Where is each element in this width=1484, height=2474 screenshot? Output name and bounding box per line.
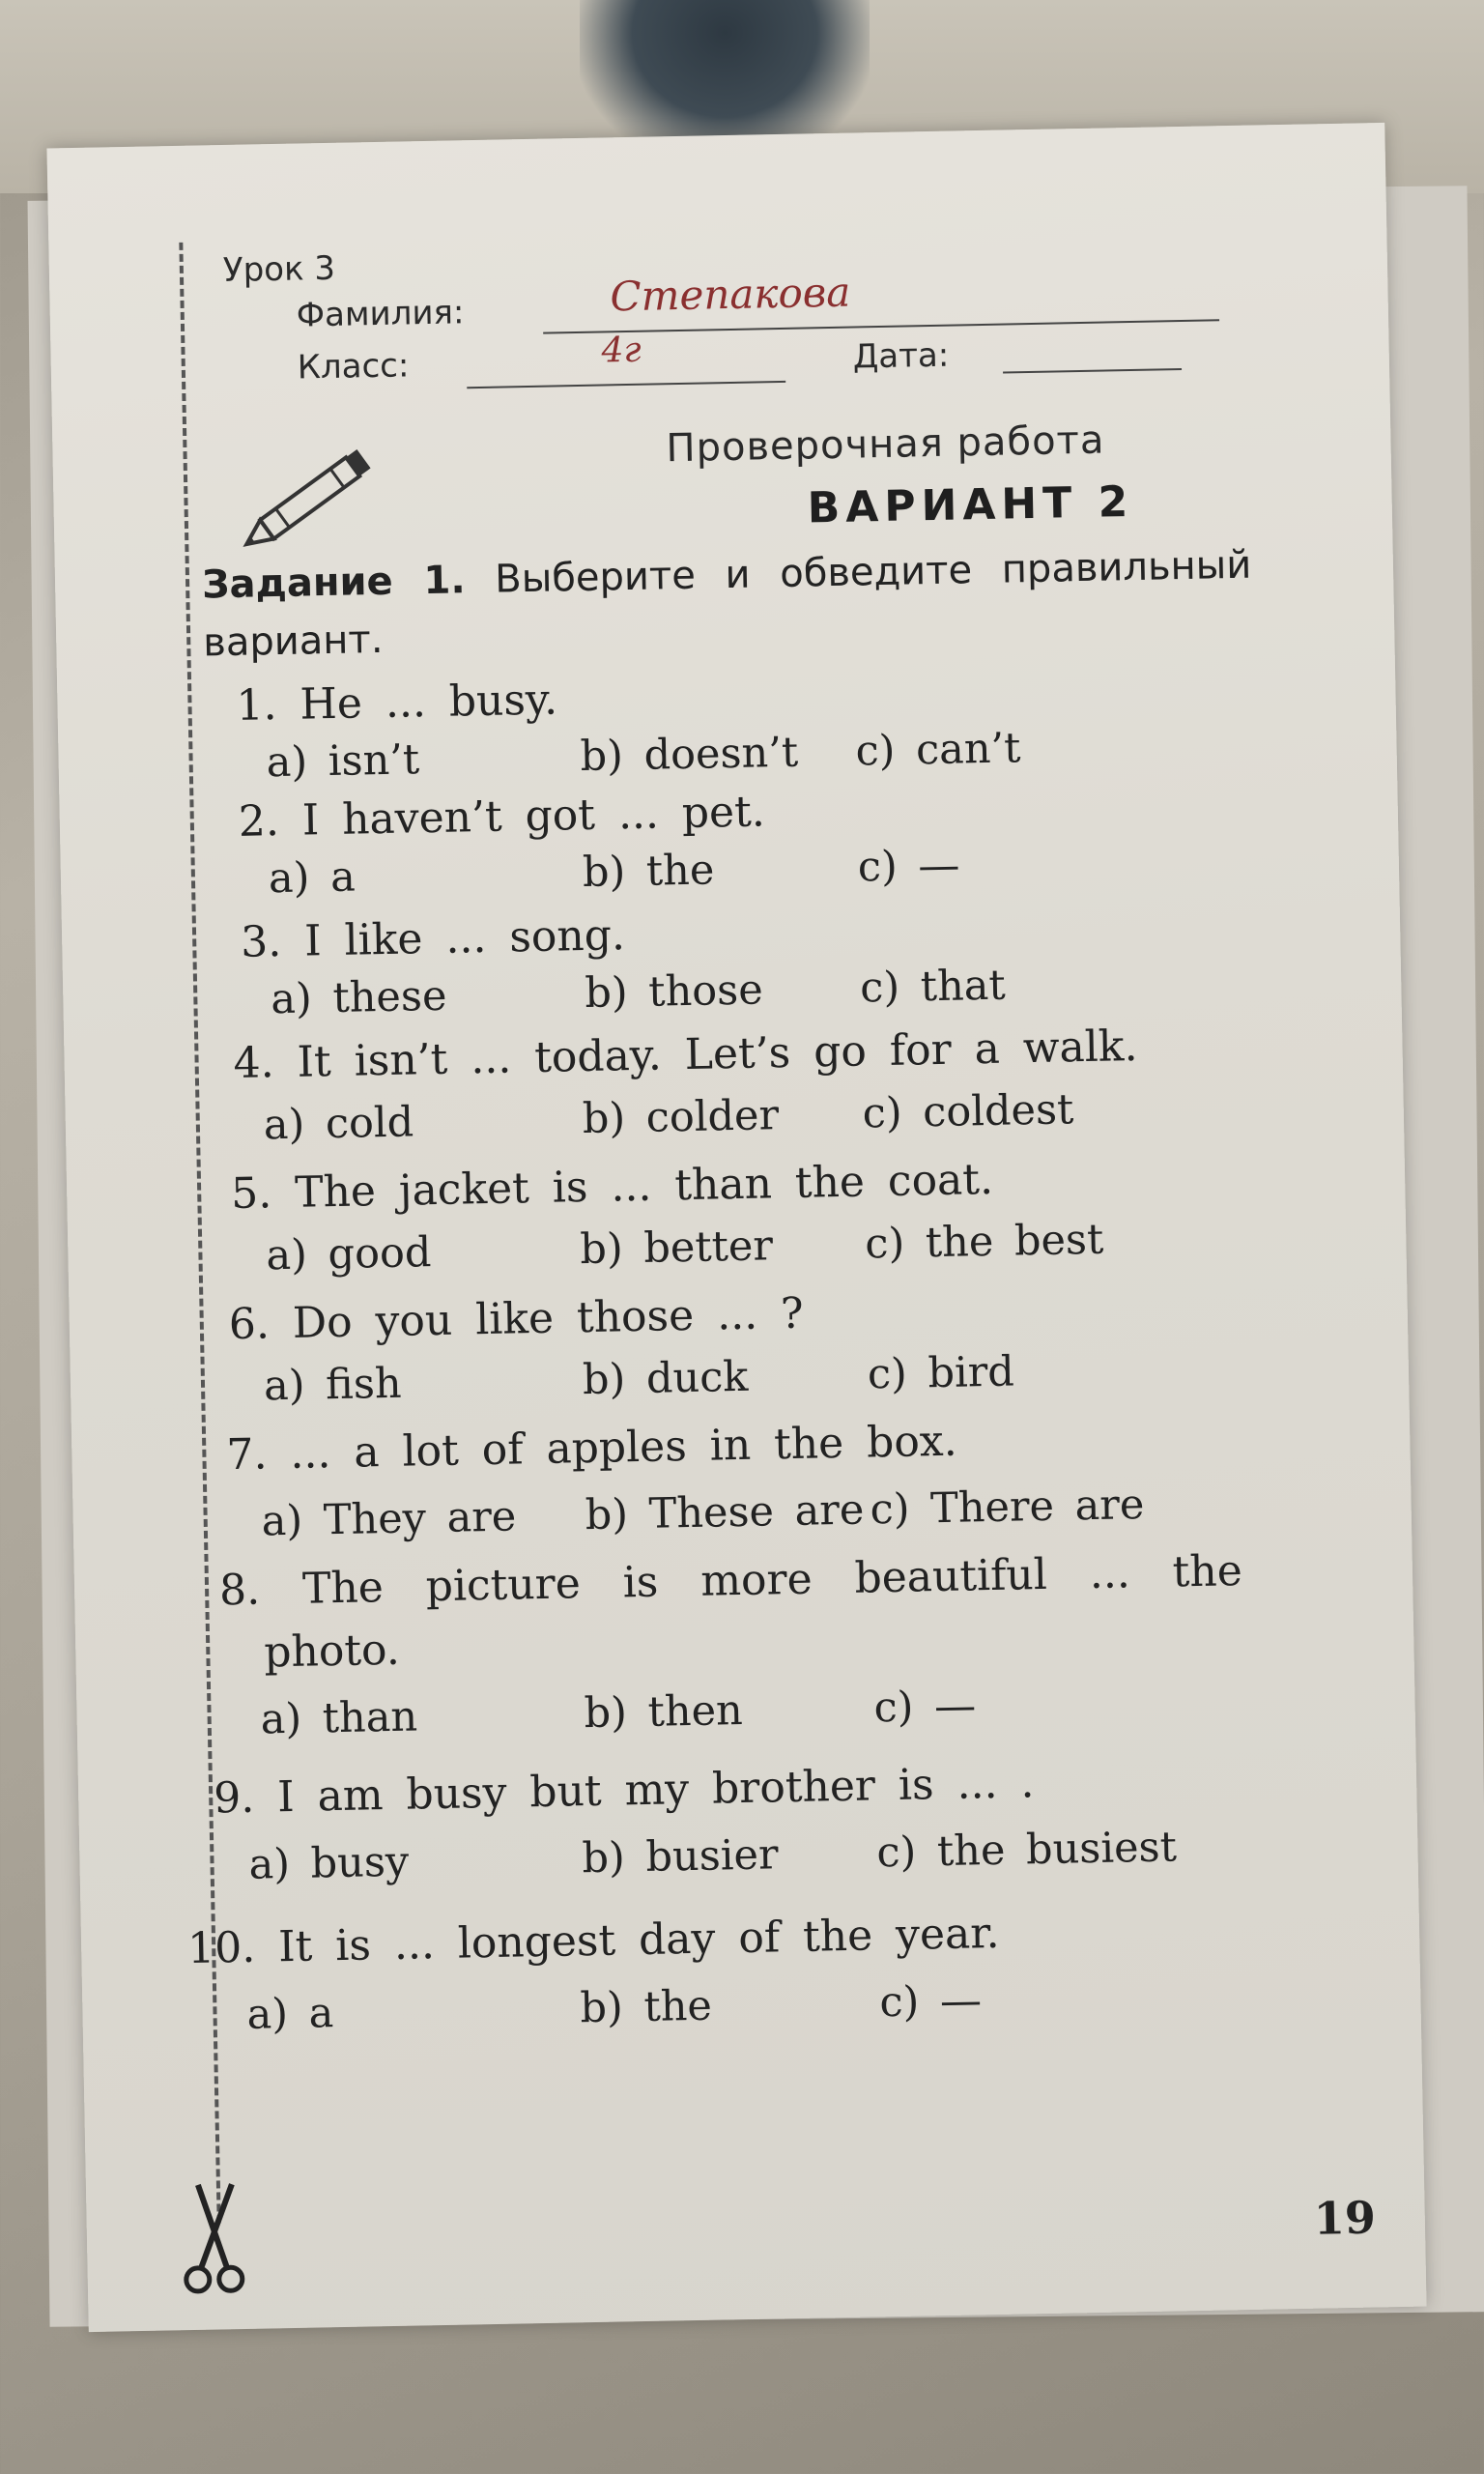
question-9: 9. I am busy but my brother is ... . (213, 1758, 1035, 1824)
question-8: 8. The picture is more beautiful ... the (218, 1546, 1243, 1616)
option-7b[interactable]: b) These are (585, 1485, 865, 1540)
question-10: 10. It is ... longest day of the year. (186, 1908, 1000, 1974)
option-10b[interactable]: b) the (580, 1981, 713, 2033)
option-4a[interactable]: a) cold (263, 1098, 414, 1150)
worksheet-page (46, 123, 1426, 2332)
date-line (1003, 368, 1182, 374)
option-5a[interactable]: a) good (265, 1228, 432, 1280)
variant-label: ВАРИАНТ 2 (807, 476, 1134, 533)
task-text: Выберите и обведите правильный вариант. (202, 542, 1252, 666)
page-number: 19 (1313, 2191, 1377, 2245)
question-2: 2. I haven’t got ... pet. (238, 787, 766, 847)
question-8-continued: photo. (263, 1625, 401, 1678)
surname-line (543, 319, 1219, 333)
option-8a[interactable]: a) than (260, 1692, 418, 1744)
class-label: Класс: (297, 346, 410, 388)
option-2c[interactable]: c) — (857, 841, 960, 892)
question-4: 4. It isn’t ... today. Let’s go for a walk. (233, 1021, 1138, 1088)
option-2a[interactable]: a) a (268, 852, 357, 904)
surname-label: Фамилия: (296, 293, 465, 335)
question-7: 7. ... a lot of apples in the box. (225, 1416, 958, 1481)
option-10c[interactable]: c) — (878, 1976, 983, 2028)
option-8b[interactable]: b) then (584, 1685, 744, 1739)
option-7a[interactable]: a) They are (261, 1492, 517, 1546)
option-1b[interactable]: b) doesn’t (580, 728, 799, 782)
question-3: 3. I like ... song. (240, 910, 626, 967)
option-5c[interactable]: c) the best (864, 1215, 1104, 1269)
lesson-label: Урок 3 (222, 248, 336, 291)
scissors-icon (179, 2174, 258, 2302)
option-4b[interactable]: b) colder (582, 1091, 780, 1144)
task-instruction (202, 534, 1315, 672)
option-3a[interactable]: a) these (270, 971, 447, 1024)
option-1a[interactable]: a) isn’t (266, 735, 420, 788)
option-7c[interactable]: c) There are (870, 1480, 1145, 1535)
option-9a[interactable]: a) busy (248, 1837, 410, 1889)
question-1: 1. He ... busy. (236, 675, 558, 731)
pencil-icon (236, 432, 392, 561)
option-9c[interactable]: c) the busiest (875, 1823, 1178, 1878)
option-1c[interactable]: c) can’t (855, 724, 1021, 776)
option-2b[interactable]: b) the (582, 846, 715, 897)
option-4c[interactable]: c) coldest (862, 1085, 1074, 1138)
option-5b[interactable]: b) better (579, 1222, 774, 1275)
date-label: Дата: (852, 335, 950, 377)
option-6c[interactable]: c) bird (867, 1347, 1015, 1399)
question-5: 5. The jacket is ... than the coat. (230, 1154, 994, 1220)
option-10a[interactable]: a) a (246, 1989, 334, 2039)
option-6b[interactable]: b) duck (582, 1352, 749, 1405)
class-line (467, 381, 785, 388)
task-label: Задание 1. (201, 558, 466, 608)
class-handwritten: 4г (601, 330, 642, 371)
option-3c[interactable]: c) that (859, 961, 1007, 1013)
surname-handwritten: Степакова (610, 268, 851, 321)
option-8c[interactable]: c) — (873, 1682, 977, 1733)
question-6: 6. Do you like those ... ? (228, 1288, 805, 1350)
option-9b[interactable]: b) busier (582, 1830, 779, 1884)
option-6a[interactable]: a) fish (263, 1359, 403, 1411)
option-3b[interactable]: b) those (584, 965, 764, 1018)
worksheet-title: Проверочная работа (666, 417, 1105, 472)
